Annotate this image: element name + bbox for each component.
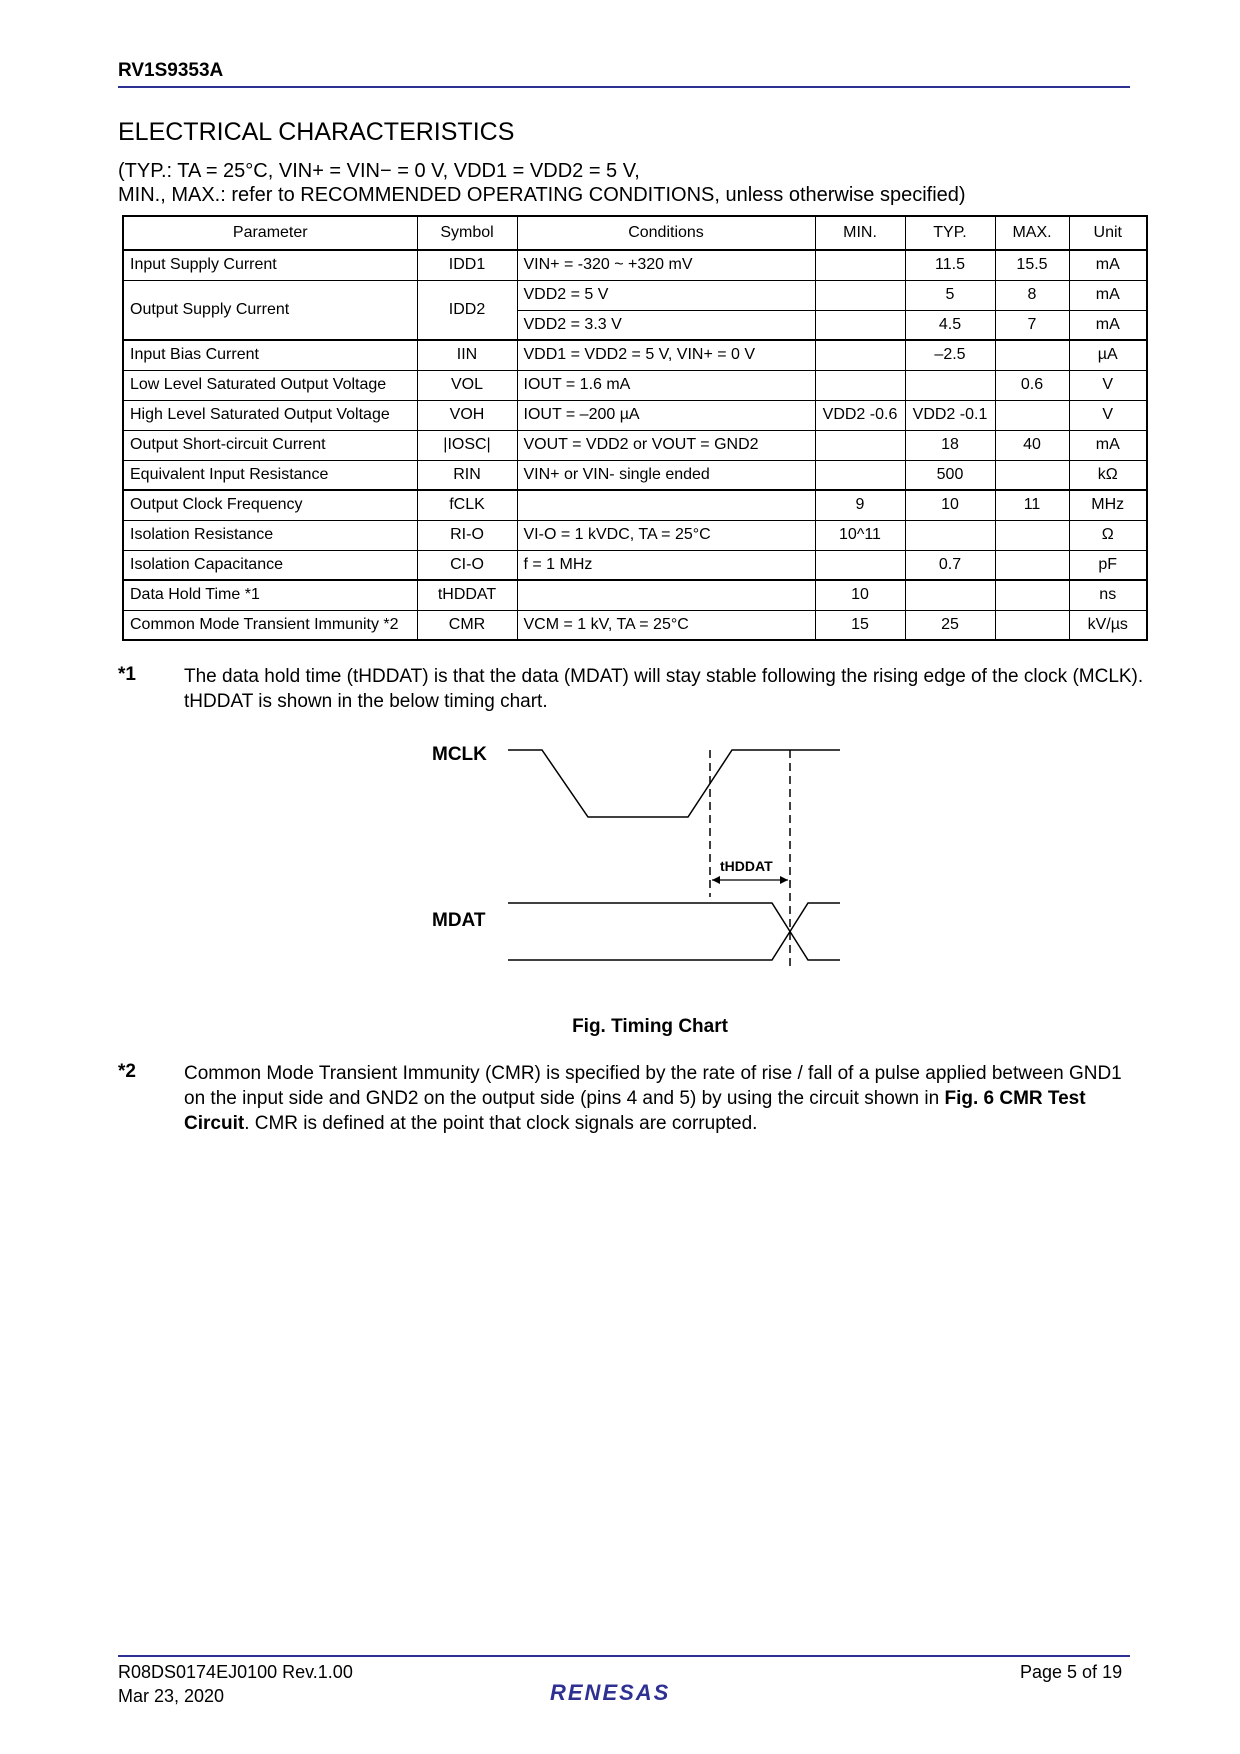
conditions-line-1: (TYP.: TA = 25°C, VIN+ = VIN− = 0 V, VDD1 = VDD2 = 5 V,: [118, 160, 640, 182]
cell-parameter: Isolation Resistance: [123, 520, 417, 550]
table-row: [123, 550, 1147, 580]
cell-max: [995, 460, 1069, 490]
table-row: [123, 250, 1147, 280]
cell-symbol: fCLK: [417, 490, 517, 520]
table-row: [123, 580, 1147, 610]
cell-max: 8: [995, 280, 1069, 310]
header-symbol: Symbol: [417, 216, 517, 250]
cell-conditions: VI-O = 1 kVDC, TA = 25°C: [517, 520, 815, 550]
cell-typ: 11.5: [905, 250, 995, 280]
table-row: [123, 280, 1147, 310]
cell-conditions: IOUT = –200 µA: [517, 400, 815, 430]
header-typ: TYP.: [905, 216, 995, 250]
cell-min: [815, 430, 905, 460]
note-2-text: [184, 1061, 1144, 1136]
cell-parameter: Equivalent Input Resistance: [123, 460, 417, 490]
cell-max: 15.5: [995, 250, 1069, 280]
cell-max: [995, 580, 1069, 610]
header-parameter: Parameter: [123, 216, 417, 250]
cell-max: 40: [995, 430, 1069, 460]
mclk-label: MCLK: [432, 744, 487, 765]
cell-min: [815, 340, 905, 370]
cell-typ: 10: [905, 490, 995, 520]
page-number: Page 5 of 19: [1020, 1662, 1123, 1682]
doc-date: Mar 23, 2020: [118, 1686, 225, 1706]
cell-min: [815, 460, 905, 490]
header-rule: [118, 86, 1130, 88]
cell-conditions: [517, 580, 815, 610]
cell-parameter: Low Level Saturated Output Voltage: [123, 370, 417, 400]
figure-caption: Fig. Timing Chart: [572, 1016, 728, 1037]
table-row: [123, 430, 1147, 460]
electrical-characteristics-table: [122, 215, 1148, 641]
cell-max: [995, 400, 1069, 430]
cell-unit: kΩ: [1069, 460, 1147, 490]
cell-parameter: Common Mode Transient Immunity *2: [123, 610, 417, 640]
cell-max: [995, 520, 1069, 550]
cell-min: [815, 280, 905, 310]
cell-conditions: VOUT = VDD2 or VOUT = GND2: [517, 430, 815, 460]
cell-min: [815, 250, 905, 280]
cell-symbol: |IOSC|: [417, 430, 517, 460]
cell-unit: kV/µs: [1069, 610, 1147, 640]
fig6-reference-link[interactable]: Fig. 6 CMR Test Circuit: [184, 1088, 1086, 1134]
cell-parameter: Isolation Capacitance: [123, 550, 417, 580]
cell-min: [815, 550, 905, 580]
cell-unit: V: [1069, 400, 1147, 430]
cell-typ: [905, 370, 995, 400]
cell-conditions: VDD2 = 5 V: [517, 280, 815, 310]
note-2-line-3: . CMR is defined at the point that clock signals are corrupted.: [244, 1113, 758, 1134]
cell-conditions: VCM = 1 kV, TA = 25°C: [517, 610, 815, 640]
cell-min: 10^11: [815, 520, 905, 550]
cell-min: [815, 370, 905, 400]
hold-arrow-left-head: [712, 876, 720, 884]
cell-typ: 18: [905, 430, 995, 460]
table-row: [123, 400, 1147, 430]
cell-symbol: RIN: [417, 460, 517, 490]
table-row: [123, 340, 1147, 370]
cell-unit: Ω: [1069, 520, 1147, 550]
cell-typ: 0.7: [905, 550, 995, 580]
cell-max: [995, 340, 1069, 370]
cell-max: 7: [995, 310, 1069, 340]
note-1-mark: *1: [118, 664, 136, 685]
table-row: [123, 490, 1147, 520]
cell-conditions: VIN+ = -320 ~ +320 mV: [517, 250, 815, 280]
cell-parameter: Input Supply Current: [123, 250, 417, 280]
cell-conditions: IOUT = 1.6 mA: [517, 370, 815, 400]
cell-symbol: VOL: [417, 370, 517, 400]
cell-min: [815, 310, 905, 340]
cell-symbol: tHDDAT: [417, 580, 517, 610]
cell-unit: ns: [1069, 580, 1147, 610]
cell-symbol: IDD1: [417, 250, 517, 280]
cell-max: [995, 610, 1069, 640]
cell-typ: 500: [905, 460, 995, 490]
cell-conditions: [517, 490, 815, 520]
table-row: [123, 370, 1147, 400]
cell-unit: mA: [1069, 310, 1147, 340]
cell-typ: 4.5: [905, 310, 995, 340]
cell-typ: 5: [905, 280, 995, 310]
cell-typ: VDD2 -0.1: [905, 400, 995, 430]
hold-arrow-right-head: [780, 876, 788, 884]
doc-id: R08DS0174EJ0100 Rev.1.00: [118, 1662, 353, 1682]
cell-typ: 25: [905, 610, 995, 640]
renesas-logo: RENESAS: [550, 1680, 671, 1705]
cell-unit: V: [1069, 370, 1147, 400]
note-1-line-1: The data hold time (tHDDAT) is that the data (MDAT) will stay stable following the rising edge of the clock (MCLK).: [184, 666, 1144, 687]
cell-unit: mA: [1069, 280, 1147, 310]
note-2-line-2: [184, 1086, 1144, 1136]
cell-parameter: Data Hold Time *1: [123, 580, 417, 610]
cell-symbol: RI-O: [417, 520, 517, 550]
cell-symbol: CMR: [417, 610, 517, 640]
cell-min: 9: [815, 490, 905, 520]
cell-symbol: CI-O: [417, 550, 517, 580]
note-1-text: [184, 664, 1144, 714]
part-number: RV1S9353A: [118, 60, 224, 81]
cell-max: 0.6: [995, 370, 1069, 400]
cell-typ: –2.5: [905, 340, 995, 370]
hold-time-label: tHDDAT: [720, 858, 773, 874]
cell-min: VDD2 -0.6: [815, 400, 905, 430]
cell-conditions: VDD1 = VDD2 = 5 V, VIN+ = 0 V: [517, 340, 815, 370]
cell-max: 11: [995, 490, 1069, 520]
cell-parameter: Output Short-circuit Current: [123, 430, 417, 460]
cell-conditions: VIN+ or VIN- single ended: [517, 460, 815, 490]
note-2-mark: *2: [118, 1061, 136, 1082]
note-1-line-2: tHDDAT is shown in the below timing chart.: [184, 691, 548, 712]
cell-max: [995, 550, 1069, 580]
cell-conditions: VDD2 = 3.3 V: [517, 310, 815, 340]
cell-min: 15: [815, 610, 905, 640]
footer-rule: [118, 1655, 1130, 1657]
cell-parameter: Input Bias Current: [123, 340, 417, 370]
cell-parameter: High Level Saturated Output Voltage: [123, 400, 417, 430]
table-row: [123, 520, 1147, 550]
timing-chart: [420, 735, 860, 985]
cell-typ: [905, 520, 995, 550]
cell-conditions: f = 1 MHz: [517, 550, 815, 580]
cell-symbol: IIN: [417, 340, 517, 370]
cell-unit: MHz: [1069, 490, 1147, 520]
cell-parameter: Output Clock Frequency: [123, 490, 417, 520]
table-row: [123, 460, 1147, 490]
cell-unit: µA: [1069, 340, 1147, 370]
conditions-line-2: MIN., MAX.: refer to RECOMMENDED OPERATING CONDITIONS, unless otherwise specified): [118, 184, 966, 206]
cell-unit: mA: [1069, 430, 1147, 460]
header-max: MAX.: [995, 216, 1069, 250]
table-header-row: [123, 216, 1147, 250]
note-2-line-1: Common Mode Transient Immunity (CMR) is specified by the rate of rise / fall of a pulse applied between GND1: [184, 1063, 1122, 1084]
cell-symbol: IDD2: [417, 280, 517, 340]
note-2-line-2-text: on the input side and GND2 on the output side (pins 4 and 5) by using the circuit shown in: [184, 1088, 940, 1109]
header-unit: Unit: [1069, 216, 1147, 250]
cell-min: 10: [815, 580, 905, 610]
section-title: ELECTRICAL CHARACTERISTICS: [118, 118, 515, 146]
cell-parameter: Output Supply Current: [123, 280, 417, 340]
mdat-label: MDAT: [432, 910, 486, 931]
cell-unit: mA: [1069, 250, 1147, 280]
header-conditions: Conditions: [517, 216, 815, 250]
cell-typ: [905, 580, 995, 610]
table-row: [123, 610, 1147, 640]
cell-symbol: VOH: [417, 400, 517, 430]
header-min: MIN.: [815, 216, 905, 250]
cell-unit: pF: [1069, 550, 1147, 580]
